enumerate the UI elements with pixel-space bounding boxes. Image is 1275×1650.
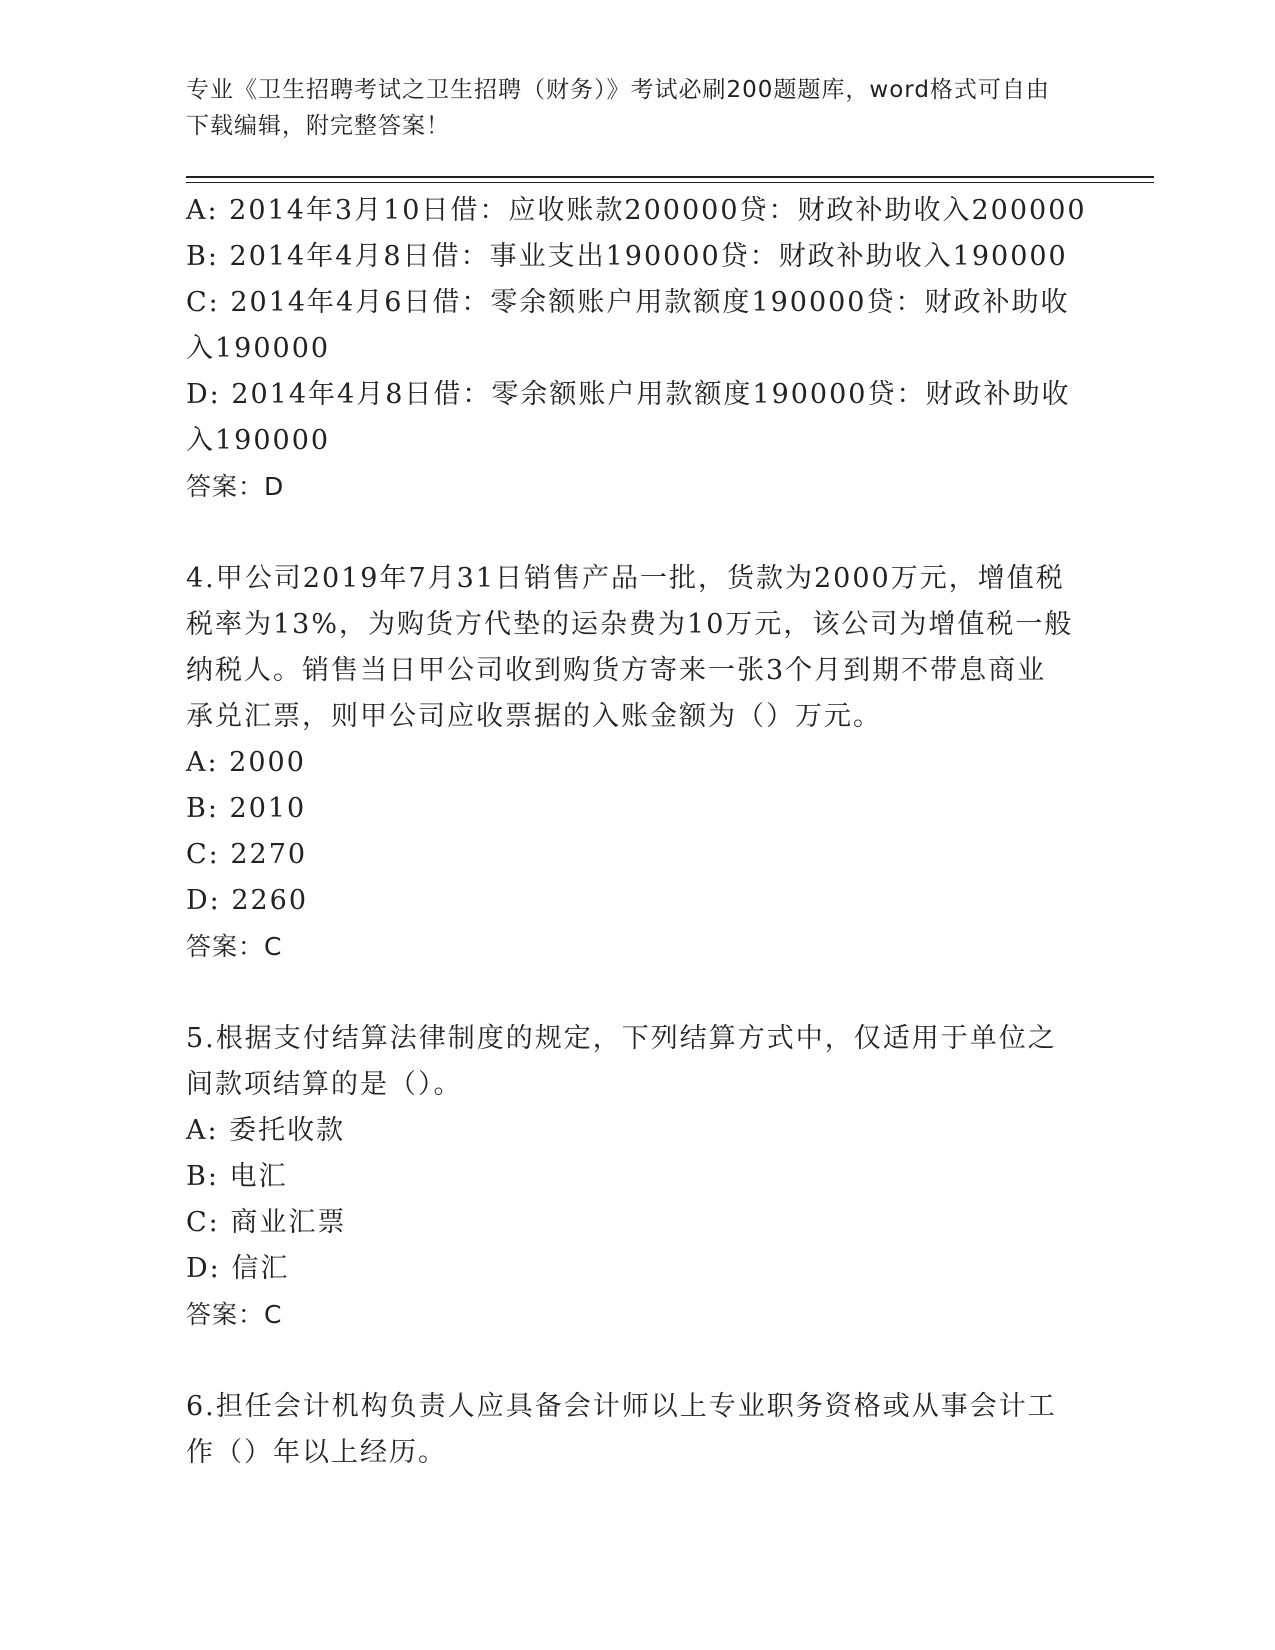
q4-answer: 答案：C [186, 932, 283, 961]
q5-option-b: B: 电汇 [186, 1161, 288, 1192]
question-3 [186, 188, 1087, 510]
q4-option-d: D: 2260 [186, 885, 309, 916]
q4-option-c: C: 2270 [186, 839, 308, 870]
document-header: 专业《卫生招聘考试之卫生招聘（财务）》考试必刷200题题库，word格式可自由下载编辑，附完整答案！ [186, 77, 1050, 139]
header-divider-thick [186, 176, 1154, 178]
q3-option-a: A: 2014年3月10日借：应收账款200000贷：财政补助收入200000 [186, 195, 1087, 226]
q3-option-c: C: 2014年4月6日借：零余额账户用款额度190000贷：财政补助收 [186, 287, 1070, 318]
header-divider-thin [186, 182, 1154, 183]
q4-option-a: A: 2000 [186, 747, 306, 778]
question-4 [186, 556, 1076, 970]
q6-stem-line: 6.担任会计机构负责人应具备会计师以上专业职务资格或从事会计工 [186, 1391, 1057, 1422]
q5-answer: 答案：C [186, 1300, 283, 1329]
question-5 [186, 1016, 1076, 1338]
q3-option-d: D: 2014年4月8日借：零余额账户用款额度190000贷：财政补助收 [186, 379, 1071, 410]
q5-stem-line: 5.根据支付结算法律制度的规定，下列结算方式中，仅适用于单位之 [186, 1023, 1057, 1054]
q3-option-d-cont: 入190000 [186, 425, 331, 456]
question-6 [186, 1384, 1076, 1476]
q3-option-b: B: 2014年4月8日借：事业支出190000贷：财政补助收入190000 [186, 241, 1068, 272]
q6-stem-line: 作（）年以上经历。 [186, 1437, 447, 1468]
q4-stem-line: 承兑汇票，则甲公司应收票据的入账金额为（）万元。 [186, 701, 882, 732]
q5-option-c: C: 商业汇票 [186, 1207, 347, 1238]
q4-option-b: B: 2010 [186, 793, 307, 824]
spacer [186, 510, 1076, 556]
q5-option-d: D: 信汇 [186, 1253, 290, 1284]
q5-stem-line: 间款项结算的是（）。 [186, 1069, 463, 1100]
q4-stem-line: 税率为13%，为购货方代垫的运杂费为10万元，该公司为增值税一般 [186, 609, 1074, 640]
spacer [186, 970, 1076, 1016]
q3-answer: 答案：D [186, 472, 285, 501]
spacer [186, 1338, 1076, 1384]
q5-option-a: A: 委托收款 [186, 1115, 346, 1146]
q4-stem-line: 4.甲公司2019年7月31日销售产品一批，货款为2000万元，增值税 [186, 563, 1065, 594]
q4-stem-line: 纳税人。销售当日甲公司收到购货方寄来一张3个月到期不带息商业 [186, 655, 1047, 686]
q3-option-c-cont: 入190000 [186, 333, 331, 364]
question-list [186, 188, 1087, 1476]
